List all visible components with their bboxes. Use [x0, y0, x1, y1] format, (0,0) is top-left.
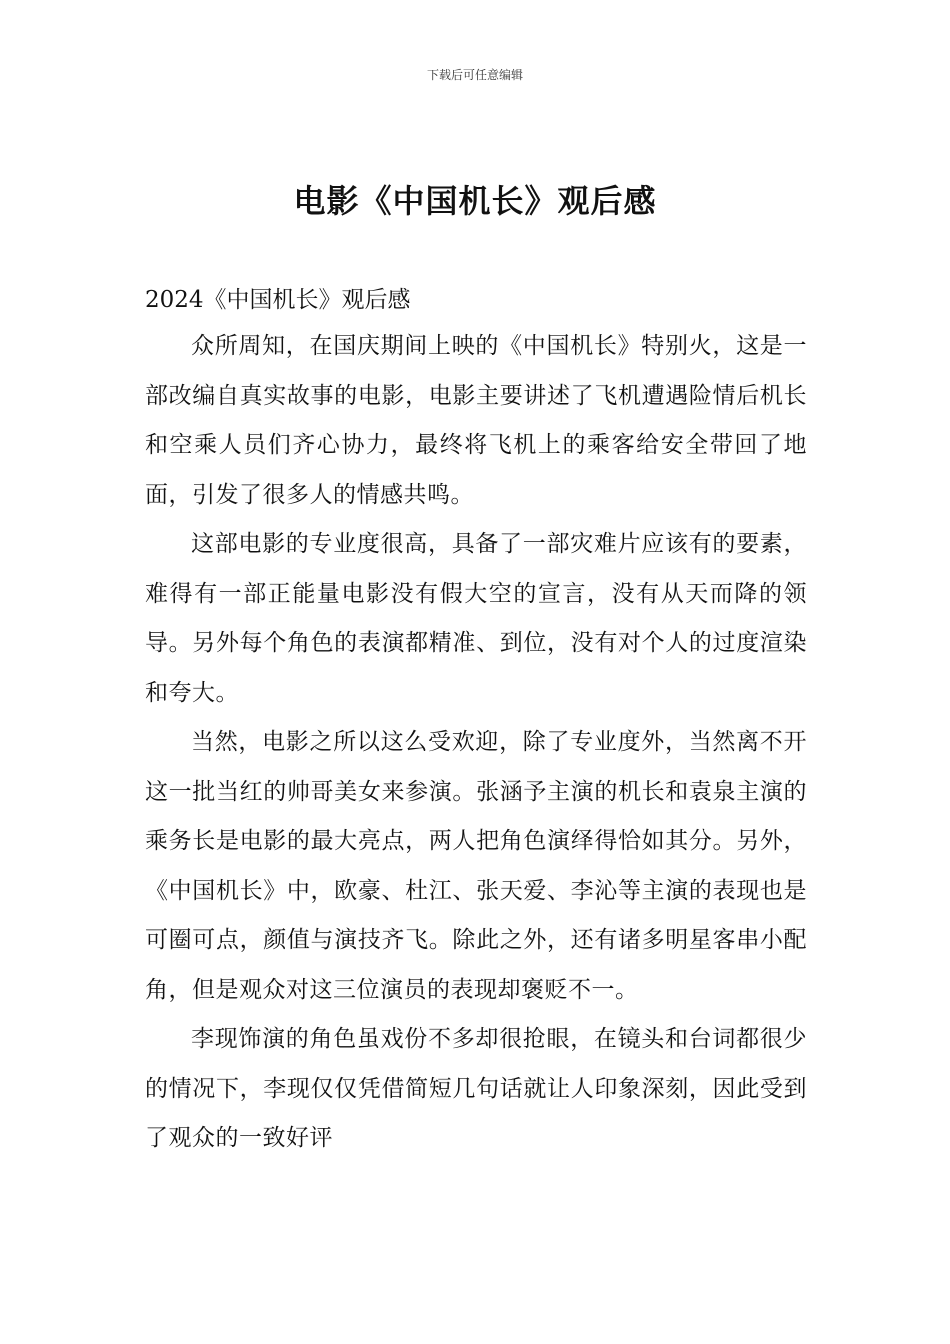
header-note: 下载后可任意编辑	[426, 68, 523, 82]
paragraph-4: 李现饰演的角色虽戏份不多却很抢眼，在镜头和台词都很少的情况下，李现仅仅凭借简短几句话就让人印象深刻，因此受到了观众的一致好评	[145, 1026, 807, 1151]
paragraph-1: 众所周知，在国庆期间上映的《中国机长》特别火，这是一部改编自真实故事的电影，电影主要讲述了飞机遭遇险情后机长和空乘人员们齐心协力，最终将飞机上的乘客给安全带回了地面，引发了很多人的情感共鸣。	[145, 333, 807, 508]
paragraph-3: 当然，电影之所以这么受欢迎，除了专业度外，当然离不开这一批当红的帅哥美女来参演。张涵予主演的机长和袁泉主演的乘务长是电影的最大亮点，两人把角色演绎得恰如其分。另外，《中国机长》中，欧豪、杜江、张天爱、李沁等主演的表现也是可圈可点，颜值与演技齐飞。除此之外，还有诸多明星客串小配角，但是观众对这三位演员的表现却褒贬不一。	[145, 729, 807, 1003]
document-body	[145, 278, 807, 1164]
paragraph-2: 这部电影的专业度很高，具备了一部灾难片应该有的要素，难得有一部正能量电影没有假大空的宣言，没有从天而降的领导。另外每个角色的表演都精准、到位，没有对个人的过度渲染和夸大。	[145, 531, 807, 706]
document-subtitle: 2024《中国机长》观后感	[145, 287, 411, 313]
document-title: 电影《中国机长》观后感	[293, 182, 657, 220]
